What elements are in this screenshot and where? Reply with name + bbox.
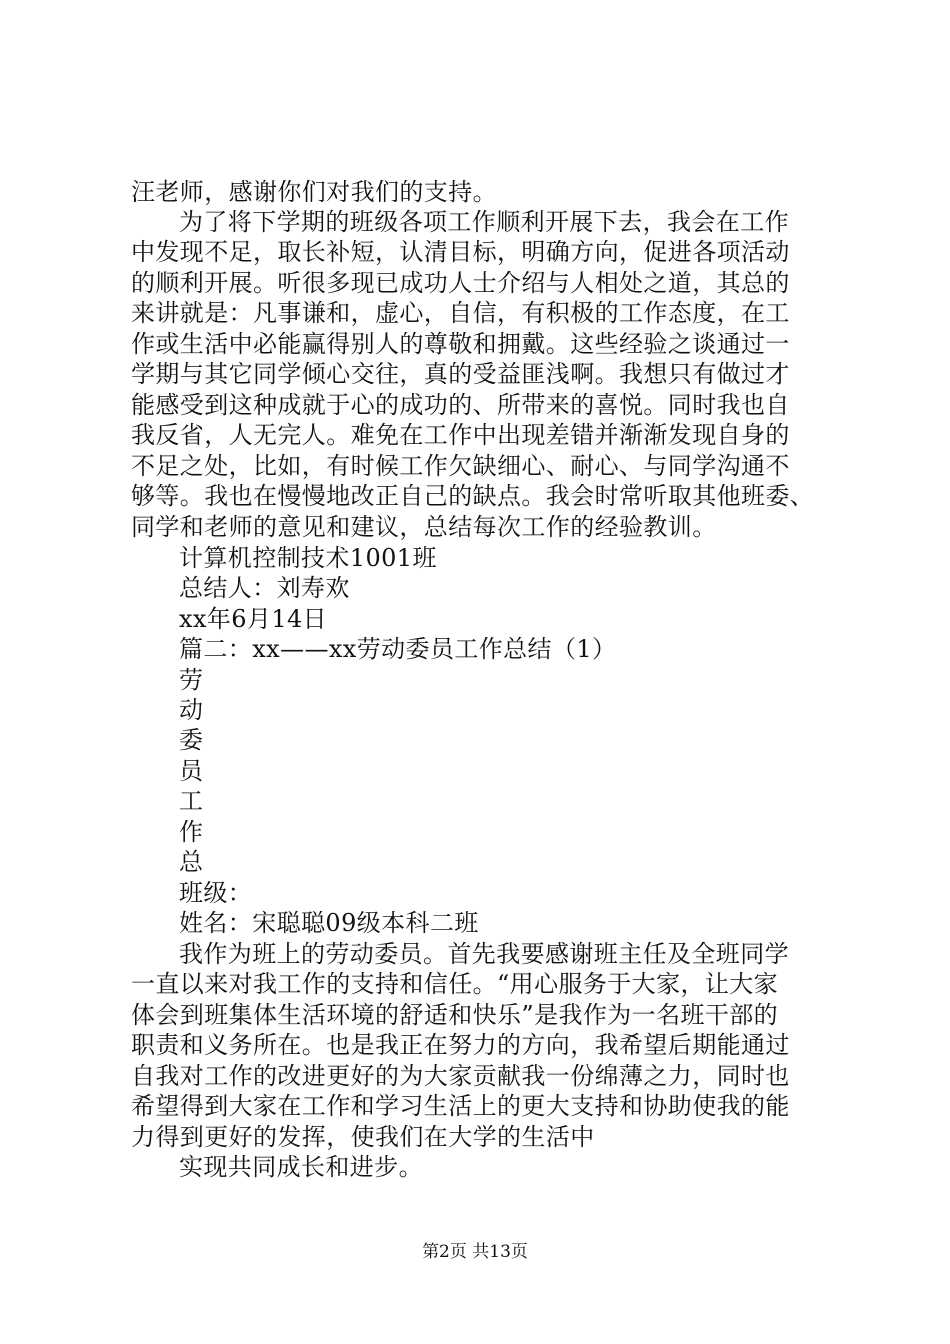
paragraph-start-line: 为了将下学期的班级各项工作顺利开展下去，我会在工作 <box>179 208 789 236</box>
text-line: 不足之处，比如，有时候工作欠缺细心、耐心、与同学沟通不 <box>131 452 790 480</box>
text-line: 中发现不足，取长补短，认清目标，明确方向，促进各项活动 <box>131 238 790 266</box>
page-number: 第2页 共13页 <box>422 1242 528 1262</box>
text-line: 力得到更好的发挥，使我们在大学的生活中 <box>131 1123 595 1151</box>
text-line: 实现共同成长和进步。 <box>179 1153 423 1181</box>
class-name-line: 计算机控制技术1001班 <box>179 544 437 572</box>
date-line: xx年6月14日 <box>179 605 328 633</box>
text-line: 自我对工作的改进更好的为大家贡献我一份绵薄之力，同时也 <box>131 1062 790 1090</box>
text-line: 我反省，人无完人。难免在工作中出现差错并渐渐发现自身的 <box>131 421 790 449</box>
vertical-title-char: 作 <box>179 818 204 846</box>
vertical-title-char: 员 <box>179 757 204 785</box>
class-label: 班级： <box>179 879 253 907</box>
text-line: 学期与其它同学倾心交往，真的受益匪浅啊。我想只有做过才 <box>131 360 790 388</box>
text-line: 够等。我也在慢慢地改正自己的缺点。我会时常听取其他班委、 <box>131 482 815 510</box>
paragraph-start-line: 我作为班上的劳动委员。首先我要感谢班主任及全班同学 <box>179 940 789 968</box>
text-line: 希望得到大家在工作和学习生活上的更大支持和协助使我的能 <box>131 1092 790 1120</box>
vertical-title-char: 劳 <box>179 666 204 694</box>
name-line: 姓名：宋聪聪09级本科二班 <box>179 909 479 937</box>
author-line: 总结人：刘寿欢 <box>179 574 350 602</box>
text-line: 职责和义务所在。也是我正在努力的方向，我希望后期能通过 <box>131 1031 790 1059</box>
vertical-title-char: 工 <box>179 787 204 815</box>
vertical-title-char: 委 <box>179 726 204 754</box>
text-line: 能感受到这种成就于心的成功的、所带来的喜悦。同时我也自 <box>131 391 790 419</box>
text-line: 同学和老师的意见和建议，总结每次工作的经验教训。 <box>131 513 717 541</box>
section-heading: 篇二：xx——xx劳动委员工作总结（1） <box>179 635 617 663</box>
text-line: 的顺利开展。听很多现已成功人士介绍与人相处之道，其总的 <box>131 269 790 297</box>
vertical-title-char: 总 <box>179 848 204 876</box>
text-line: 体会到班集体生活环境的舒适和快乐”是我作为一名班干部的 <box>131 1001 779 1029</box>
text-line: 作或生活中必能赢得别人的尊敬和拥戴。这些经验之谈通过一 <box>131 330 790 358</box>
text-line: 汪老师，感谢你们对我们的支持。 <box>131 178 497 206</box>
vertical-title-char: 动 <box>179 696 204 724</box>
text-line: 来讲就是：凡事谦和，虚心，自信，有积极的工作态度，在工 <box>131 299 790 327</box>
text-line: 一直以来对我工作的支持和信任。“用心服务于大家，让大家 <box>131 970 779 998</box>
